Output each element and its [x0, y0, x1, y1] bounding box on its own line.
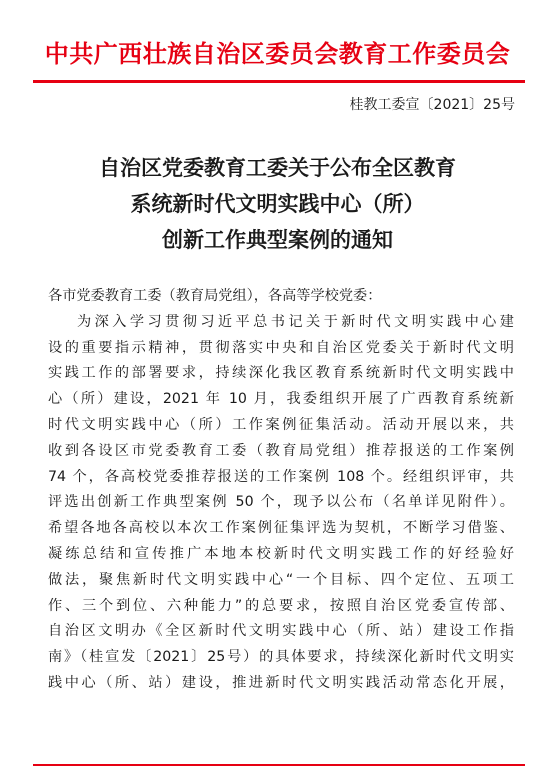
- body-line: 南》（桂宣发〔2021〕25号）的具体要求，持续深化新时代文明实: [48, 649, 514, 666]
- body-line: 评选出创新工作典型案例 50 个，现予以公布（名单详见附件）。: [48, 494, 514, 511]
- body-line: 74 个，各高校党委推荐报送的工作案例 108 个。经组织评审，共: [48, 468, 514, 485]
- body-line: 做法，聚焦新时代文明实践中心“一个目标、四个定位、五项工: [48, 571, 514, 588]
- title-line: 系统新时代文明实践中心（所）: [130, 191, 425, 216]
- body-line: 心（所）建设，2021 年 10 月，我委组织开展了广西教育系统新: [48, 391, 514, 408]
- body-line: 收到各设区市党委教育工委（教育局党组）推荐报送的工作案例: [48, 442, 514, 459]
- salutation: 各市党委教育工委（教育局党组），各高等学校党委：: [48, 288, 382, 304]
- body-line: 实践工作的部署要求，持续深化我区教育系统新时代文明实践中: [48, 365, 514, 382]
- header-red-rule: [33, 80, 525, 83]
- body-line: 践中心（所、站）建设，推进新时代文明实践活动常态化开展，: [48, 674, 514, 691]
- body-line: 自治区文明办《全区新时代文明实践中心（所、站）建设工作指: [48, 623, 514, 640]
- body-line: 希望各地各高校以本次工作案例征集评选为契机，不断学习借鉴、: [48, 520, 514, 537]
- body-line: 时代文明实践中心（所）工作案例征集活动。活动开展以来，共: [48, 416, 514, 433]
- document-title: [0, 150, 555, 258]
- body-line: 设的重要指示精神，贯彻落实中央和自治区党委关于新时代文明: [48, 339, 514, 356]
- document-number: 桂教工委宣〔2021〕25号: [349, 97, 515, 113]
- title-line: 自治区党委教育工委关于公布全区教育: [99, 155, 456, 180]
- document-body: [48, 284, 514, 697]
- body-line: 作、三个到位、六种能力”的总要求，按照自治区党委宣传部、: [48, 597, 514, 614]
- title-line: 创新工作典型案例的通知: [162, 227, 393, 252]
- body-line: 凝练总结和宣传推广本地本校新时代文明实践工作的好经验好: [48, 545, 514, 562]
- org-header: 中共广西壮族自治区委员会教育工作委员会: [44, 39, 511, 68]
- body-line: 为深入学习贯彻习近平总书记关于新时代文明实践中心建: [77, 313, 514, 330]
- footer-red-rule: [33, 764, 525, 766]
